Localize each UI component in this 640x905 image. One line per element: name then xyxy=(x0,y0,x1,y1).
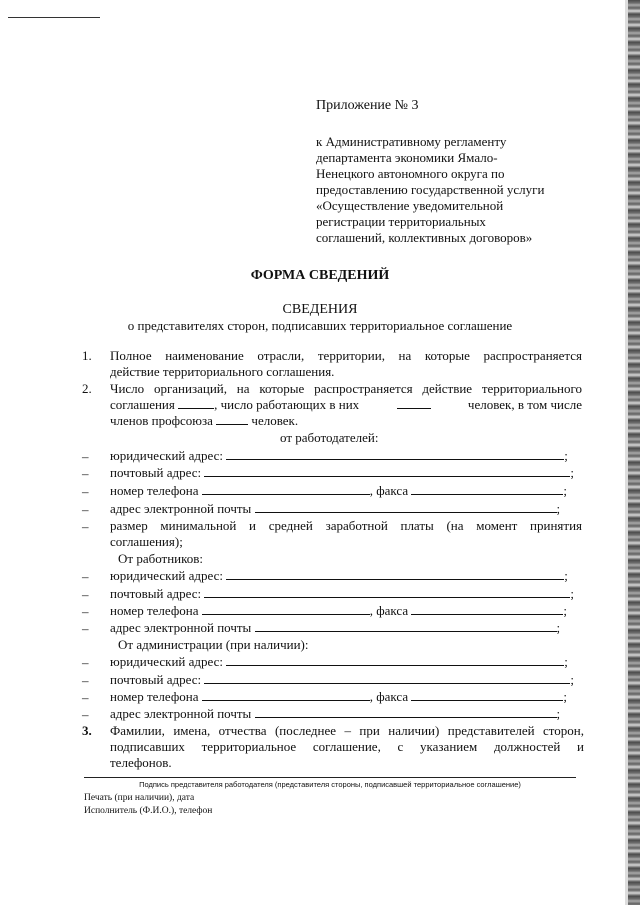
form-title: ФОРМА СВЕДЕНИЙ xyxy=(250,268,390,283)
semicolon: ; xyxy=(556,620,561,635)
dash: – xyxy=(82,655,89,670)
union-members-blank[interactable] xyxy=(216,413,248,425)
corner-rule xyxy=(8,17,100,18)
item2-line3 xyxy=(110,413,298,429)
worker-phone-fax xyxy=(110,603,567,619)
appendix-line: к Административному регламенту xyxy=(316,134,507,149)
semicolon: ; xyxy=(563,483,567,498)
worker-postal-address xyxy=(110,586,574,602)
dash: – xyxy=(82,484,89,499)
item2-text: человек, в том числе xyxy=(467,397,582,412)
item2-text: , число работающих в них xyxy=(214,397,360,412)
field-label: адрес электронной почты xyxy=(110,706,252,721)
administration-heading: От администрации (при наличии): xyxy=(118,637,309,652)
semicolon: ; xyxy=(564,568,568,583)
field-label: юридический адрес: xyxy=(110,654,223,669)
semicolon: ; xyxy=(556,706,561,721)
dash: – xyxy=(82,707,89,722)
appendix-regulation xyxy=(316,134,576,246)
item1-line1: Полное наименование отрасли, территории, на которые распространяется xyxy=(110,348,582,363)
appendix-line: «Осуществление уведомительной xyxy=(316,198,504,213)
dash: – xyxy=(82,621,89,636)
employer-email xyxy=(110,501,560,517)
field-label: номер телефона xyxy=(110,603,199,618)
dash: – xyxy=(82,569,89,584)
appendix-line: предоставлению государственной услуги xyxy=(316,182,545,197)
executor-label: Исполнитель (Ф.И.О.), телефон xyxy=(84,806,213,816)
dash: – xyxy=(82,587,89,602)
employer-email-blank[interactable] xyxy=(255,501,557,513)
svedeniya-title: СВЕДЕНИЯ xyxy=(282,302,358,317)
semicolon: ; xyxy=(570,586,574,601)
dash: – xyxy=(82,673,89,688)
worker-phone-blank[interactable] xyxy=(202,603,370,615)
item2-line2 xyxy=(110,397,582,413)
workers-count-blank[interactable] xyxy=(397,397,431,409)
employer-postal-address-blank[interactable] xyxy=(204,465,570,477)
item3-line1: Фамилии, имена, отчества (последнее – при наличии) представителей сторон, xyxy=(110,723,584,738)
worker-fax-blank[interactable] xyxy=(411,603,563,615)
admin-phone-fax xyxy=(110,689,567,705)
field-label: адрес электронной почты xyxy=(110,501,252,516)
employer-fax-blank[interactable] xyxy=(411,483,563,495)
field-label: почтовый адрес: xyxy=(110,465,202,480)
admin-fax-blank[interactable] xyxy=(411,689,563,701)
field-label: , факса xyxy=(369,603,409,618)
item1-line2: действие территориального соглашения. xyxy=(110,364,335,379)
appendix-line: департамента экономики Ямало- xyxy=(316,150,498,165)
item3-line2: подписавших территориальное соглашение, с указанием должностей и xyxy=(110,739,584,754)
employer-legal-address xyxy=(110,448,568,464)
admin-postal-address xyxy=(110,672,574,688)
wage-line2: соглашения); xyxy=(110,534,183,549)
svedeniya-subtitle: о представителях сторон, подписавших территориальное соглашение xyxy=(127,318,513,333)
semicolon: ; xyxy=(563,603,567,618)
item2-line1: Число организаций, на которые распространяется действие территориального xyxy=(110,381,582,396)
worker-email-blank[interactable] xyxy=(255,620,557,632)
worker-email xyxy=(110,620,560,636)
semicolon: ; xyxy=(564,654,568,669)
admin-legal-address xyxy=(110,654,568,670)
item-number: 3. xyxy=(82,723,92,738)
workers-heading: От работников: xyxy=(118,551,204,566)
dash: – xyxy=(82,519,89,534)
appendix-line: регистрации территориальных xyxy=(316,214,486,229)
employer-phone-fax xyxy=(110,483,567,499)
field-label: , факса xyxy=(369,689,409,704)
admin-email xyxy=(110,706,560,722)
field-label: адрес электронной почты xyxy=(110,620,252,635)
field-label: , факса xyxy=(369,483,409,498)
employer-postal-address xyxy=(110,465,574,481)
signature-caption: Подпись представителя работодателя (представителя стороны, подписавшей территориальное соглашение) xyxy=(139,780,521,789)
semicolon: ; xyxy=(570,672,574,687)
field-label: номер телефона xyxy=(110,689,199,704)
admin-legal-address-blank[interactable] xyxy=(226,654,564,666)
employer-legal-address-blank[interactable] xyxy=(226,448,564,460)
signature-line[interactable] xyxy=(84,777,576,778)
scan-edge xyxy=(628,0,640,905)
stamp-label: Печать (при наличии), дата xyxy=(84,793,195,803)
dash: – xyxy=(82,466,89,481)
dash: – xyxy=(82,604,89,619)
worker-legal-address-blank[interactable] xyxy=(226,568,564,580)
admin-phone-blank[interactable] xyxy=(202,689,370,701)
dash: – xyxy=(82,449,89,464)
item2-text: соглашения xyxy=(110,397,175,412)
appendix-title: Приложение № 3 xyxy=(316,98,419,113)
semicolon: ; xyxy=(564,448,568,463)
worker-legal-address xyxy=(110,568,568,584)
item2-text: членов профсоюза xyxy=(110,413,213,428)
dash: – xyxy=(82,502,89,517)
worker-postal-address-blank[interactable] xyxy=(204,586,570,598)
item3-line3: телефонов. xyxy=(110,755,172,770)
item-number: 1. xyxy=(82,348,92,363)
appendix-line: Ненецкого автономного округа по xyxy=(316,166,505,181)
item-number: 2. xyxy=(82,381,92,396)
org-count-blank[interactable] xyxy=(178,397,214,409)
field-label: юридический адрес: xyxy=(110,568,223,583)
wage-line1: размер минимальной и средней заработной платы (на момент принятия xyxy=(110,518,582,533)
semicolon: ; xyxy=(556,501,561,516)
item2-text: человек. xyxy=(251,413,299,428)
field-label: юридический адрес: xyxy=(110,448,223,463)
admin-email-blank[interactable] xyxy=(255,706,557,718)
dash: – xyxy=(82,690,89,705)
field-label: почтовый адрес: xyxy=(110,586,202,601)
employers-heading: от работодателей: xyxy=(280,430,379,445)
appendix-line: соглашений, коллективных договоров» xyxy=(316,230,533,245)
semicolon: ; xyxy=(563,689,567,704)
admin-postal-address-blank[interactable] xyxy=(204,672,570,684)
field-label: почтовый адрес: xyxy=(110,672,202,687)
field-label: номер телефона xyxy=(110,483,199,498)
semicolon: ; xyxy=(570,465,574,480)
employer-phone-blank[interactable] xyxy=(202,483,370,495)
